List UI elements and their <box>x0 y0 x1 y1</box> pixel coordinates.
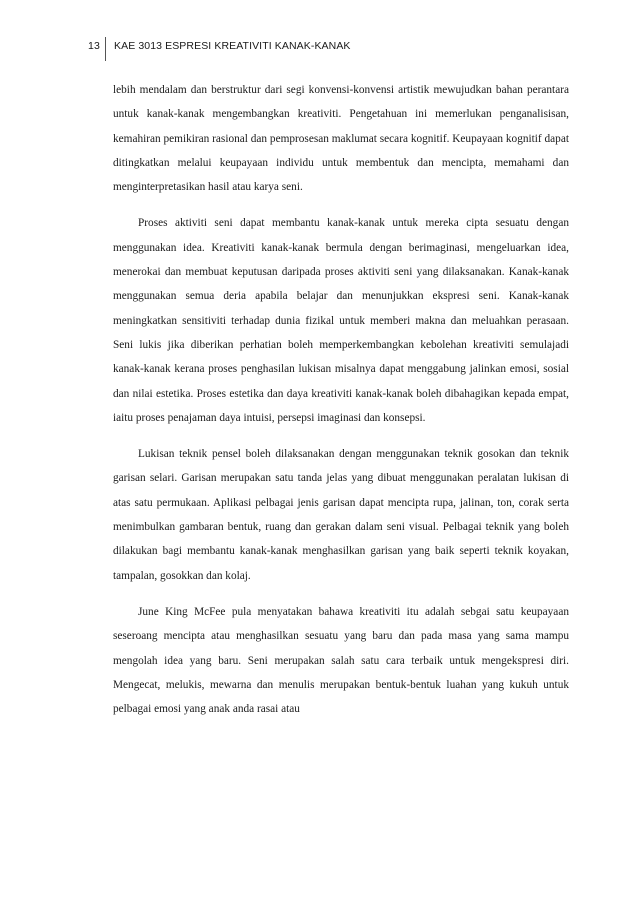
paragraph-2: Proses aktiviti seni dapat membantu kanak-kanak untuk mereka cipta sesuatu dengan menggunakan idea. Kreativiti kanak-kanak bermula dengan berimaginasi, mengeluarkan idea, menerokai dan membuat keputusan daripada proses aktiviti seni yang dilaksanakan. Kanak-kanak menggunakan semua deria apabila belajar dan menunjukkan ekspresi seni. Kanak-kanak meningkatkan sensitiviti terhadap dunia fizikal untuk memberi makna dan meluahkan perasaan. Seni lukis jika diberikan perhatian boleh memperkembangkan kebolehan kreativiti semulajadi kanak-kanak kerana proses penghasilan lukisan misalnya dapat menggabung jalinkan emosi, sosial dan nilai estetika. Proses estetika dan daya kreativiti kanak-kanak boleh dibahagikan kepada empat, iaitu proses penajaman daya intuisi, persepsi imaginasi dan konsepsi. <box>113 217 569 424</box>
paragraph-1: lebih mendalam dan berstruktur dari segi konvensi-konvensi artistik mewujudkan bahan perantara untuk kanak-kanak mengembangkan kreativiti. Pengetahuan ini memerlukan penganalisisan, kemahiran pemikiran rasional dan pemprosesan maklumat secara kognitif. Keupayaan kognitif dapat ditingkatkan melalui keupayaan individu untuk membentuk dan mencipta, memahami dan menginterpretasikan hasil atau karya seni. <box>113 84 569 194</box>
page-number: 13 <box>88 40 100 52</box>
header-title: KAE 3013 ESPRESI KREATIVITI KANAK-KANAK <box>114 40 351 52</box>
paragraph-3: Lukisan teknik pensel boleh dilaksanakan dengan menggunakan teknik gosokan dan teknik garisan selari. Garisan merupakan satu tanda jelas yang dibuat menggunakan peralatan lukisan di atas satu permukaan. Aplikasi pelbagai jenis garisan dapat mencipta rupa, jalinan, ton, corak serta menimbulkan gambaran bentuk, ruang dan gerakan dalam seni visual. Pelbagai teknik yang boleh dilakukan bagi membantu kanak-kanak menghasilkan garisan yang baik seperti teknik koyakan, tampalan, gosokkan dan kolaj. <box>113 448 569 582</box>
paragraph-4: June King McFee pula menyatakan bahawa kreativiti itu adalah sebgai satu keupayaan seseroang mencipta atau menghasilkan sesuatu yang baru dan pada masa yang sama mampu mengolah idea yang baru. Seni merupakan salah satu cara terbaik untuk mengekspresi diri. Mengecat, melukis, mewarna dan menulis merupakan bentuk-bentuk luahan yang kukuh untuk pelbagai emosi yang anak anda rasai atau <box>113 605 569 716</box>
header-divider <box>105 37 106 61</box>
page-header <box>88 37 351 61</box>
document-body <box>113 78 569 733</box>
